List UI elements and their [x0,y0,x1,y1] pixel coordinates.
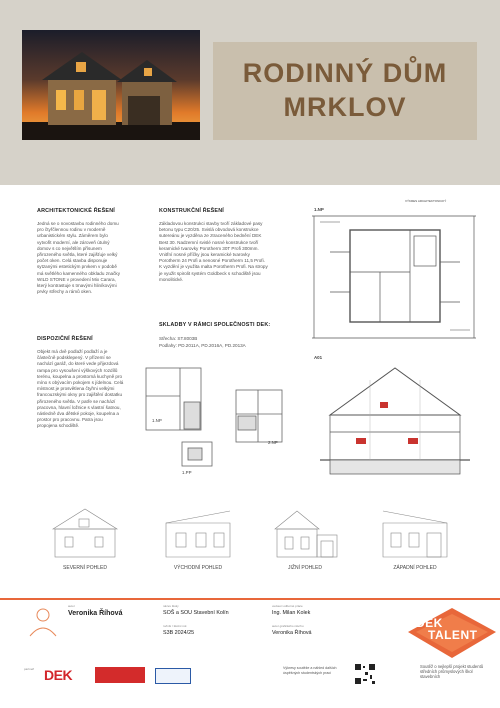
architektonicke-heading: ARCHITEKTONICKÉ ŘEŠENÍ [37,208,115,214]
year-caption: ročník / školní rok [163,624,187,628]
konstrukcni-heading: KONSTRUKČNÍ ŘEŠENÍ [159,208,224,214]
dek-talent-desc: Soutěž o nejlepší projekt studentů středních průmyslových škol stavebních [420,664,484,680]
avatar-icon [26,604,60,638]
konstrukcni-text: Základovou konstrukci stavby tvoří základové pasy betonu typu C20/25. Svislá obvodová konstrukce sutereánu je vyzděna ze ztraceného bednění DEK Best 30. Nadzemní svislé nosné konstrukce tvoří keramické tvarovky Porotherm 30T Profi 300mm. Vnitřní nosné příčky jsou keramické tvarovky Porotherm 24 Profi a nenosné Porotherm 11,5 Profi. K vyzdění je využita malta Porotherm Profi. Na stropy je využit spirolit systém Goldbeck s schodiště jsou monolitické. [159,221,268,282]
dispozicni-text: Objekt má dvě podlaží podlaží a je částečně podsklepený. V přízemí se nachází garáž, do které vede přijezdová rampa pro vysoušení výškových rozdílů terénu, koupelna a prostorná kuchyně pro míno s obývacím pokojem s jídelnou. Celá místnost je prosvětlena čtyřmi velkými francouzskými okny pro zajištění dostatku přirozeného světla. V patře se nachází pracovna, hlavní ložnice s vlastní šatnou, následně dva dětské pokoje, koupelna a prostor pro pracovnu. Patra jsou propojena schodiště. [37,349,124,429]
sklady-heading: SKLADBY V RÁMCI SPOLEČNOSTI DEK: [159,322,271,328]
vychodni-pohled-label: VÝCHODNÍ POHLED [173,565,223,571]
dek-talent-word-2: TALENT [428,628,478,642]
author-caption: autor [68,604,75,608]
partner-logo-red [95,667,145,683]
poster-header [0,0,500,185]
vykres-label: VÝKRES ARCHITEKTONICKÝ [405,199,447,203]
np1-floor-plan-drawing [310,212,478,342]
house-render-photo [22,30,200,140]
dispozicni-heading: DISPOZIČNÍ ŘEŠENÍ [37,336,93,342]
severni-pohled-drawing [45,505,125,560]
graphic-author: Veronika Říhová [272,630,312,636]
qr-code-icon[interactable] [354,663,376,685]
teacher-name: Ing. Milan Kolek [272,610,311,616]
graphic-caption: autor grafického návrhu [272,624,304,628]
author-name: Veronika Říhová [68,610,123,617]
partner-logo-blue [155,668,191,684]
dek-talent-word-1: DEK [416,616,443,630]
title-line-2: MRKLOV [283,92,407,122]
zapadni-pohled-drawing [375,505,455,560]
school-caption: název školy [163,604,179,608]
partners-caption: partneři [24,667,35,671]
sklady-line-2: Podlahy: PD.2011A, PD.2016A, PD.2013A [159,343,246,348]
a01-section-drawing [310,360,478,480]
sklady-line-1: Střecha: ST.8003B [159,336,198,341]
footer-divider [0,598,500,600]
title-box [213,42,477,140]
severni-pohled-label: SEVERNÍ POHLED [63,565,107,571]
jizni-pohled-drawing [265,505,345,560]
jizni-pohled-label: JIŽNÍ POHLED [288,565,322,571]
school-name: SOŠ a SOU Stavební Kolín [163,610,229,616]
year-value: S3B 2024/25 [163,630,195,636]
floor-plans-drawing [140,362,300,482]
architektonicke-text: Jedná se o novostavbu rodinného domu pro čtyřčlennou rodinu v moderně urbanistickém stylu. Záměrem bylo vytvořit moderní, ale zároveň útulný domov s co největším přísunem přirozeného světla, které zajišťuje velký počet oken. Celá stavba disponuje sytzanými estetickým prvkem v podobě má světlého kamenného obkladu značky WILD STONE v provedení Mix Carara, který kontrastuje s tmavými hliníkovými prvky střechy a rámů oken. [37,221,120,295]
plan-1pp-label: 1.PP [182,470,192,475]
dek-talent-block [402,602,500,704]
np1-label: 1.NP [314,207,324,212]
vychodni-pohled-drawing [158,505,238,560]
plan-2np-label: 2.NP [268,440,278,445]
poster-title [213,56,477,124]
a01-label: A01 [314,355,323,360]
dek-logo: DEK [44,667,73,683]
qr-text: Výkresy soutěže a náhled dalších úspěšných studentských prací [283,666,337,675]
plan-1np-label: 1.NP [152,418,162,423]
title-line-1: RODINNÝ DŮM [242,58,448,88]
teacher-caption: vedoucí odborné práce [272,604,303,608]
zapadni-pohled-label: ZÁPADNÍ POHLED [393,565,437,571]
